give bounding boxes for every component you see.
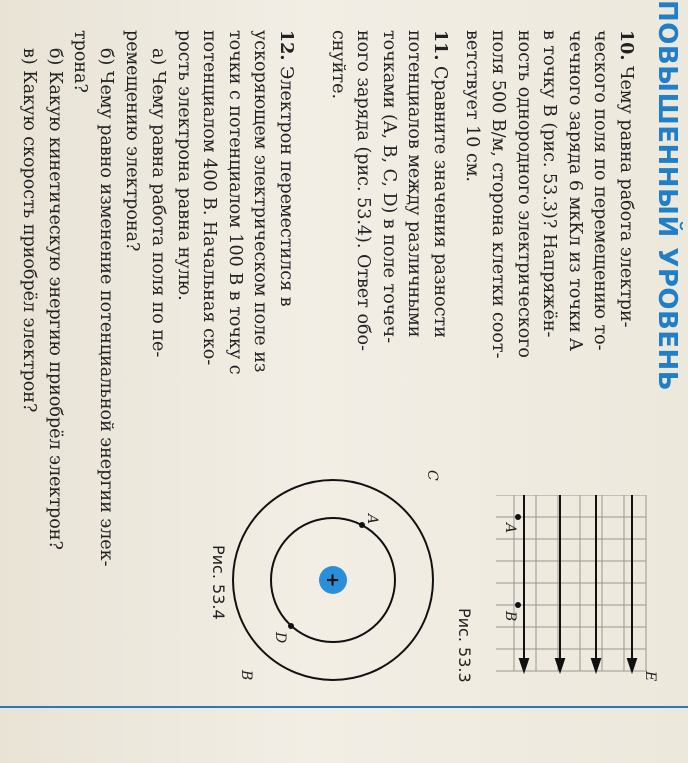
page-rule (0, 706, 688, 708)
problem-12 (119, 30, 298, 470)
problem-11 (324, 30, 452, 480)
problem-12-part-d: в) Какую скорость приобрёл электрон? (19, 48, 40, 413)
problem-10-number: 10. (616, 30, 636, 61)
problem-11-line: потенциалов между различными (404, 30, 425, 338)
problem-12-line: рость электрона равна нулю. (173, 30, 194, 301)
fig53-3-caption: Рис. 53.3 (455, 608, 474, 683)
problem-10-line: ветствует 10 см. (462, 30, 483, 182)
charge-sign: + (322, 572, 343, 588)
fig53-4-point-d: D (272, 632, 288, 644)
problem-11-line: точками (A, B, C, D) в поле точеч- (378, 30, 399, 344)
problem-11-line: ного заряда (рис. 53.4). Ответ обо- (353, 30, 374, 351)
fig53-4-point-a: A (364, 514, 380, 525)
problem-10 (459, 30, 638, 500)
problem-12-part-a: а) Чему равна работа поля по пе- (148, 48, 169, 358)
figure-53-4 (228, 450, 448, 690)
fig53-4-point-b: B (238, 670, 254, 681)
fig53-3-point-b: B (502, 611, 518, 622)
problem-12-line: точки с потенциалом 100 В в точку с (224, 30, 245, 375)
fig53-4-point-c: C (424, 470, 440, 481)
problem-10-line: поля 500 В/м, сторона клетки соот- (488, 30, 509, 359)
fig53-3-field-label: E (642, 671, 658, 682)
problem-12-line: Электрон переместился в (276, 66, 296, 307)
problem-12-line: ускоряющем электрическом поле из (250, 30, 271, 373)
problem-12-continued (16, 30, 118, 750)
problem-10-line: ность однородного электрического (513, 30, 534, 358)
problem-10-line: чечного заряда 6 мкКл из точки A (564, 30, 585, 351)
problem-12-part-b: б) Чему равно изменение потенциальной энергии элек- (96, 48, 116, 567)
problem-11-line: Сравните значения разности (430, 66, 450, 338)
problem-11-line: снуйте. (327, 30, 348, 100)
problem-12-number: 12. (276, 30, 296, 61)
section-header: ПОВЫШЕННЫЙ УРОВЕНЬ (652, 0, 682, 392)
problem-12-part-c: б) Какую кинетическую энергию приобрёл электрон? (44, 48, 65, 550)
problem-12-part-a-cont: ремещению электрона? (122, 30, 143, 252)
fig53-4-caption: Рис. 53.4 (209, 545, 228, 620)
problem-10-line: Чему равна работа электри- (616, 66, 636, 328)
problem-12-line: потенциалом 400 В. Начальная ско- (199, 30, 220, 366)
problem-10-line: в точку B (рис. 53.3)? Напряжён- (539, 30, 560, 338)
fig53-3-point-a: A (502, 523, 518, 534)
problem-12-part-b-cont: трона? (70, 30, 91, 93)
problem-10-line: ческого поля по перемещению то- (590, 30, 611, 351)
figure-53-3 (486, 495, 666, 725)
problem-11-number: 11. (430, 30, 450, 61)
